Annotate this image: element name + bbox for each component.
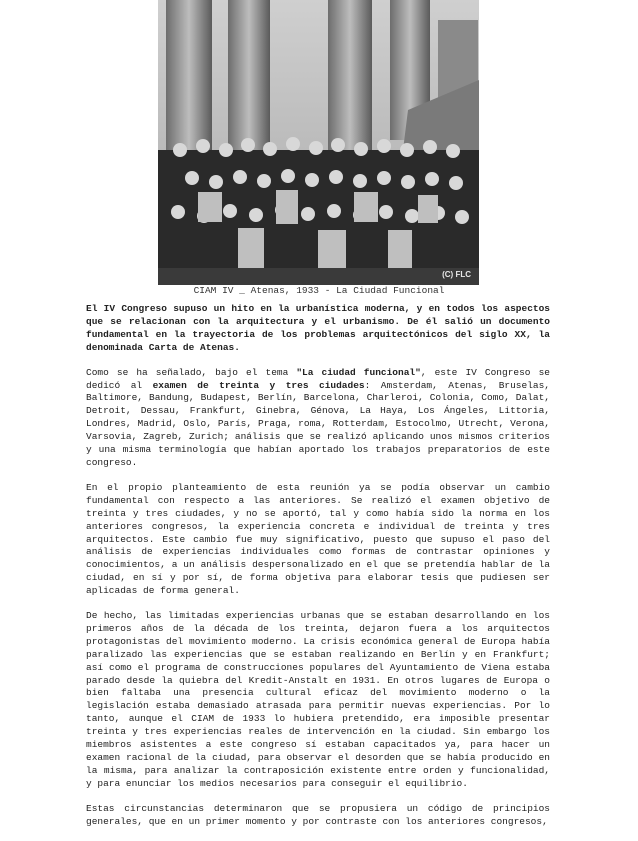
paragraph-approach: En el propio planteamiento de esta reunión ya se podía observar un cambio fundamental con respecto a las anteriores. Se realizó el examen objetivo de treinta y tres ciudades, y no se aportó, tal y como había sido la norma en los anteriores congresos, la experiencia concreta e individual de treinta y tres arquitectos. Este cambio fue muy significativo, puesto que supuso el paso del análisis de experiencias individuales como formas de contrastar opiniones y conocimientos, a un análisis despersonalizado en el que se pretendía hablar de la ciudad, en sí y por sí, de forma objetiva para elaborar tesis que pudiesen ser aplicadas de forma general. bbox=[86, 481, 550, 597]
paragraph-principles: Estas circunstancias determinaron que se propusiera un código de principios generales, que en un primer momento y por contraste con los anteriores congresos, bbox=[86, 802, 550, 827]
article-body bbox=[86, 303, 550, 841]
paragraph-context: De hecho, las limitadas experiencias urbanas que se estaban desarrollando en los primeros años de la década de los treinta, dejaron fuera a los arquitectos protagonistas del movimiento moderno. La crisis económica general de Europa había paralizado las experiencias que se estaban realizando en Berlín y en Frankfurt; así como el programa de construcciones populares del Ayuntamiento de Viena estaba parado desde la quiebra del Kredit-Anstalt en 1931. En otros lugares de Europa o bien faltaba una presencia cultural eficaz del movimiento moderno o la legislación estaba demasiado atrasada para permitir nuevas experiencias. Por lo tanto, aunque el CIAM de 1933 lo hubiera pretendido, era imposible presentar treinta y tres experiencias reales de intervención en la ciudad. Sin embargo los miembros asistentes a este congreso sí estaban capacitados ya, para hacer un examen racional de la ciudad, para observar el desorden que se había producido en la misma, para analizar la contraposición existente entre orden y funcionalidad, y para enunciar los medios necesarios para conseguir el equilibrio. bbox=[86, 610, 550, 789]
photo-watermark: (C) FLC bbox=[442, 270, 471, 279]
group-photo-illustration bbox=[158, 0, 479, 285]
photo-caption: CIAM IV _ Atenas, 1933 - La Ciudad Funcional bbox=[193, 285, 445, 296]
paragraph-cities-list: : Amsterdam, Atenas, Bruselas, Baltimore, Bandung, Budapest, Berlín, Barcelona, Charleroi, Colonia, Como, Dalat, Detroit, Dessau, Frankfurt, Ginebra, Génova, La Haya, Los Ángeles, Littoria, Londres, Madrid, Oslo, París, Praga, roma, Rotterdam, Estocolmo, Utrecht, Verona, Varsovia, Zagreb, Zurich; análisis que se realizó aplicando unos mismos criterios y una misma terminología que habían aportado los trabajos preparatorios de este congreso. bbox=[86, 379, 550, 468]
intro-paragraph: El IV Congreso supuso un hito en la urbanística moderna, y en todos los aspectos que se relacionan con la arquitectura y el urbanismo. De él salió un documento fundamental en la trayectoria de los problemas arquitectónicos del siglo XX, la denominada Carta de Atenas. bbox=[86, 303, 550, 353]
paragraph-cities bbox=[86, 367, 550, 470]
paragraph-cities-highlight: examen de treinta y tres ciudades bbox=[152, 379, 365, 391]
paragraph-cities-text-c: , este IV Congreso se dedicó al bbox=[86, 366, 550, 391]
paragraph-cities-text-a: Como se ha señalado, bajo el tema bbox=[86, 366, 297, 378]
group-photo bbox=[158, 0, 479, 285]
paragraph-cities-theme: "La ciudad funcional" bbox=[296, 366, 421, 378]
